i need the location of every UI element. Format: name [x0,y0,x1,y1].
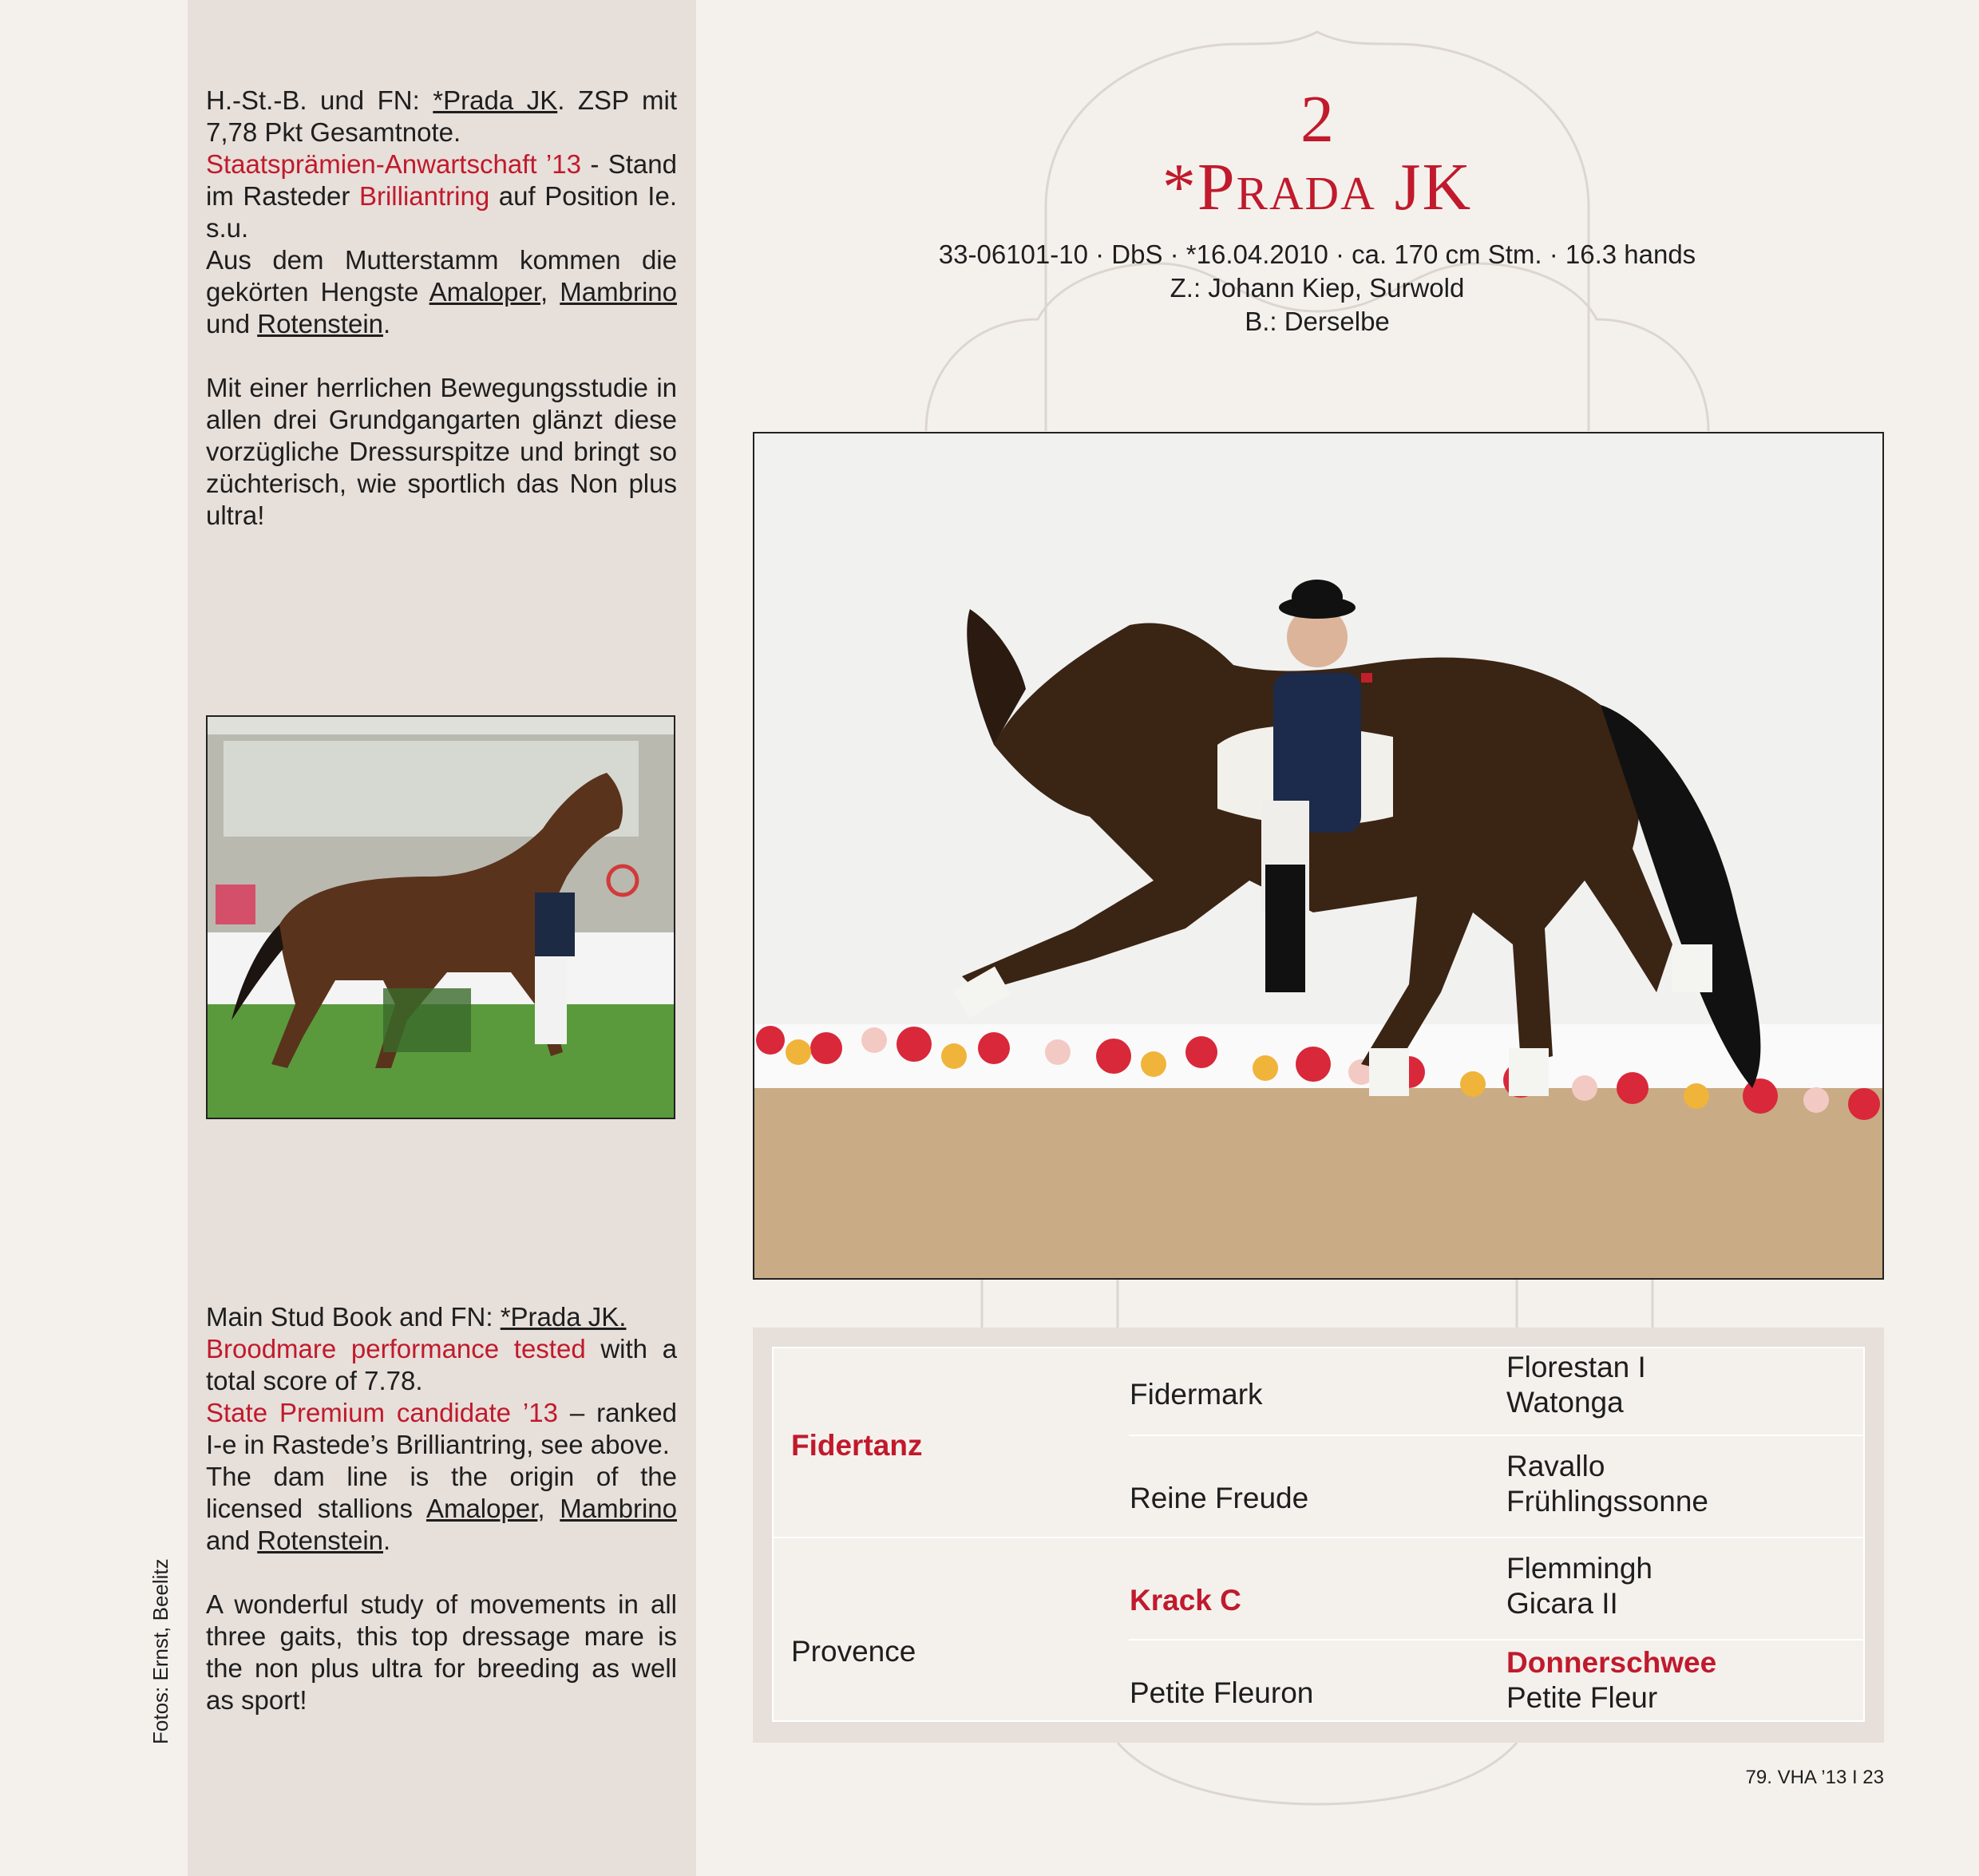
breeder-line: Z.: Johann Kiep, Surwold [1170,273,1465,303]
german-paragraph-4: Mit einer herrlichen Bewegungsstudie in allen drei Grundgangarten glänzt diese vorzügliche Dressurspitze und bringt so züchterisch, wie sportlich das Non plus ultra! [206,373,677,530]
main-riding-photo [753,432,1884,1280]
pedigree-sire-sire-sire: Florestan I [1506,1351,1646,1383]
stallion-link-rotenstein-en[interactable]: Rotenstein [257,1526,383,1555]
pedigree-sire-sire-dam: Watonga [1506,1386,1624,1419]
pedigree-dam-dam-dam: Petite Fleur [1506,1681,1658,1714]
pedigree-panel [753,1328,1884,1743]
pedigree-sire: Fidertanz [791,1429,923,1462]
pedigree-table [772,1347,1865,1722]
english-paragraph-5: A wonderful study of movements in all three gaits, this top dressage mare is the non plus ultra for breeding as well as sport! [206,1589,677,1715]
stallion-link-amaloper-en[interactable]: Amaloper [425,1494,538,1523]
pedigree-sire-dam-sire: Ravallo [1506,1450,1605,1482]
english-paragraph-1: Main Stud Book and FN: *Prada JK. [206,1302,627,1332]
pedigree-sire-dam-dam: Frühlingssonne [1506,1485,1708,1518]
german-paragraph-1: H.-St.-B. und FN: *Prada JK. ZSP mit 7,78 Pkt Gesamtnote. [206,85,677,147]
stallion-link-rotenstein[interactable]: Rotenstein [257,309,383,338]
pedigree-divider [1129,1639,1863,1641]
photo-credit: Fotos: Ernst, Beelitz [148,1558,172,1744]
pedigree-dam-sire-sire: Flemmingh [1506,1552,1652,1585]
horse-name-title: *Prada JK [1162,150,1473,224]
page-number: 79. VHA ’13 I 23 [1745,1767,1884,1788]
pedigree-sire-sire: Fidermark [1130,1378,1263,1411]
stallion-link-amaloper[interactable]: Amaloper [429,277,541,307]
horse-name-link-en[interactable]: *Prada JK. [500,1302,627,1332]
owner-line: B.: Derselbe [1245,307,1390,336]
german-description [206,85,677,532]
pedigree-sire-dam: Reine Freude [1130,1482,1309,1514]
lot-number: 2 [1300,82,1334,156]
pedigree-dam-dam: Petite Fleuron [1130,1676,1314,1709]
pedigree-dam: Provence [791,1635,916,1668]
inspection-photo [206,715,675,1119]
pedigree-dam-dam-sire: Donnerschwee [1506,1646,1717,1679]
pedigree-divider [774,1537,1863,1538]
pedigree-dam-sire-dam: Gicara II [1506,1587,1618,1620]
horse-details: 33-06101-10 · DbS · *16.04.2010 · ca. 170 cm Stm. · 16.3 hands [938,239,1696,269]
stallion-link-mambrino-en[interactable]: Mambrino [560,1494,677,1523]
pedigree-dam-sire: Krack C [1130,1584,1241,1617]
stallion-link-mambrino[interactable]: Mambrino [560,277,677,307]
english-description [206,1301,677,1716]
pedigree-divider [1129,1435,1863,1436]
english-paragraph-2: Broodmare performance tested with a total score of 7.78. [206,1334,678,1395]
english-paragraph-3: State Premium candidate ’13 – ranked I-e in Rastede’s Brilliantring, see above. [206,1398,677,1459]
german-paragraph-3: Aus dem Mutterstamm kommen die gekörten Hengste Amaloper, Mambrino und Rotenstein. [206,245,677,338]
german-paragraph-2: Staatsprämien-Anwartschaft ’13 - Stand im Rasteder Brilliantring auf Position Ie. s.u. [206,149,677,243]
english-paragraph-4: The dam line is the origin of the licensed stallions Amaloper, Mambrino and Rotenstein. [206,1462,677,1555]
horse-name-link[interactable]: *Prada JK [433,85,558,115]
